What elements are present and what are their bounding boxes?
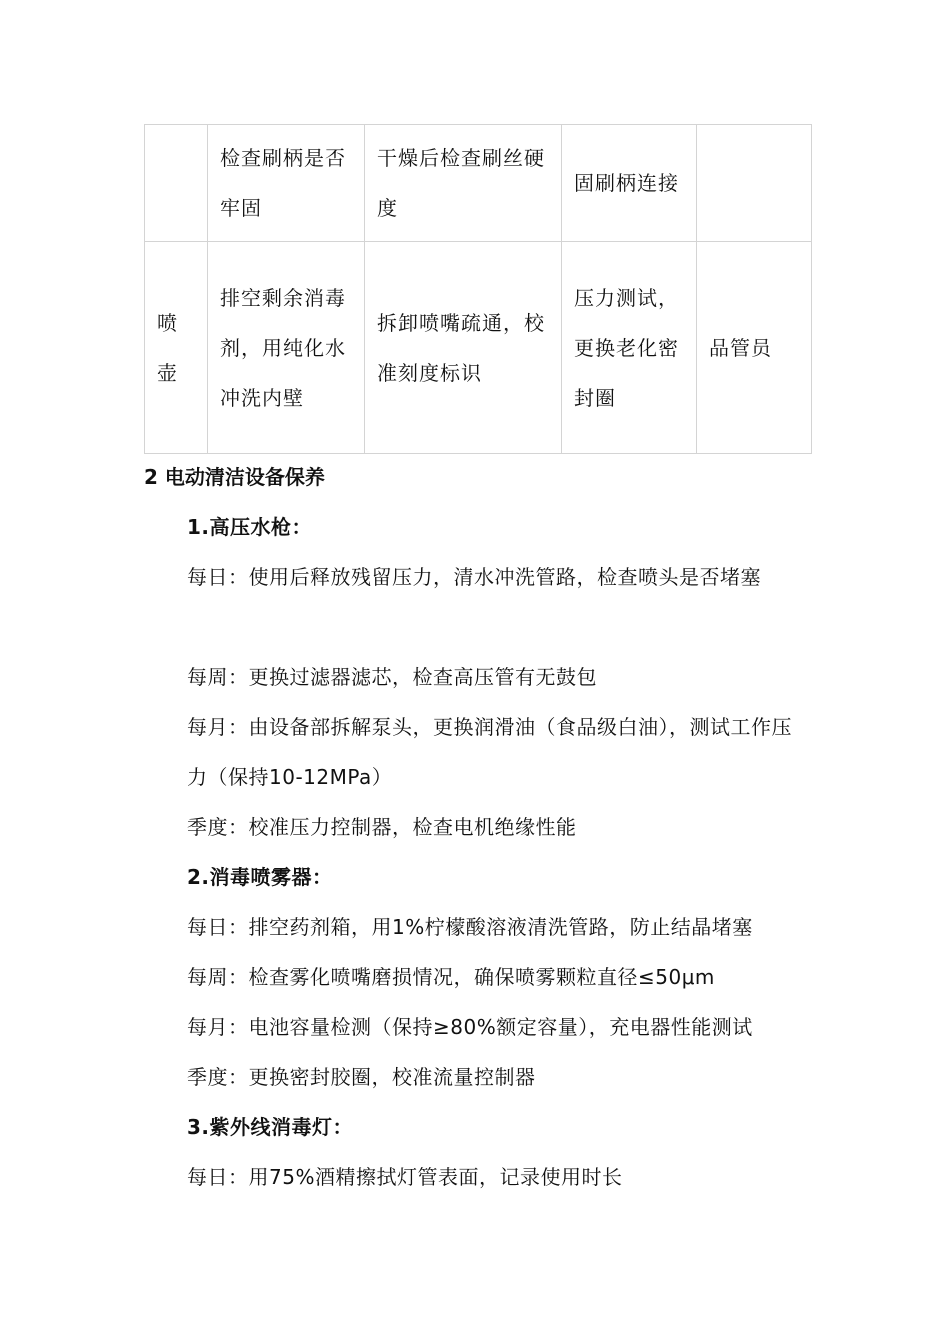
- table-cell-item: [145, 125, 208, 242]
- table-cell-responsible: [697, 125, 812, 242]
- table-cell-monthly: 压力测试，更换老化密封圈: [562, 242, 697, 454]
- table-cell-monthly: 固刷柄连接: [562, 125, 697, 242]
- paragraph-quarterly: 季度：校准压力控制器，检查电机绝缘性能: [187, 815, 577, 839]
- table-cell-daily: 排空剩余消毒剂，用纯化水冲洗内壁: [208, 242, 365, 454]
- paragraph-daily: 每日：用75%酒精擦拭灯管表面，记录使用时长: [187, 1165, 623, 1189]
- subsection-heading-high-pressure-gun: 1.高压水枪：: [187, 515, 313, 539]
- table-cell-daily: 检查刷柄是否牢固: [208, 125, 365, 242]
- paragraph-quarterly: 季度：更换密封胶圈，校准流量控制器: [187, 1065, 536, 1089]
- table-row: [145, 125, 812, 242]
- table-cell-item: 喷壶: [145, 242, 208, 454]
- paragraph-monthly: 每月：由设备部拆解泵头，更换润滑油（食品级白油），测试工作压力（保持10-12MPa）: [187, 715, 792, 789]
- section-heading: 2 电动清洁设备保养: [144, 465, 325, 489]
- table-cell-weekly: 干燥后检查刷丝硬度: [365, 125, 562, 242]
- paragraph-monthly: 每月：电池容量检测（保持≥80%额定容量），充电器性能测试: [187, 1015, 753, 1039]
- table-cell-responsible: 品管员: [697, 242, 812, 454]
- paragraph-weekly: 每周：检查雾化喷嘴磨损情况，确保喷雾颗粒直径≤50μm: [187, 965, 715, 989]
- maintenance-table: [144, 124, 812, 454]
- table-cell-weekly: 拆卸喷嘴疏通，校准刻度标识: [365, 242, 562, 454]
- paragraph-weekly: 每周：更换过滤器滤芯，检查高压管有无鼓包: [187, 665, 597, 689]
- paragraph-daily: 每日：排空药剂箱，用1%柠檬酸溶液清洗管路，防止结晶堵塞: [187, 915, 753, 939]
- subsection-heading-sprayer: 2.消毒喷雾器：: [187, 865, 333, 889]
- subsection-heading-uv-lamp: 3.紫外线消毒灯：: [187, 1115, 354, 1139]
- table-row: [145, 242, 812, 454]
- paragraph-daily: 每日：使用后释放残留压力，清水冲洗管路，检查喷头是否堵塞: [187, 565, 761, 589]
